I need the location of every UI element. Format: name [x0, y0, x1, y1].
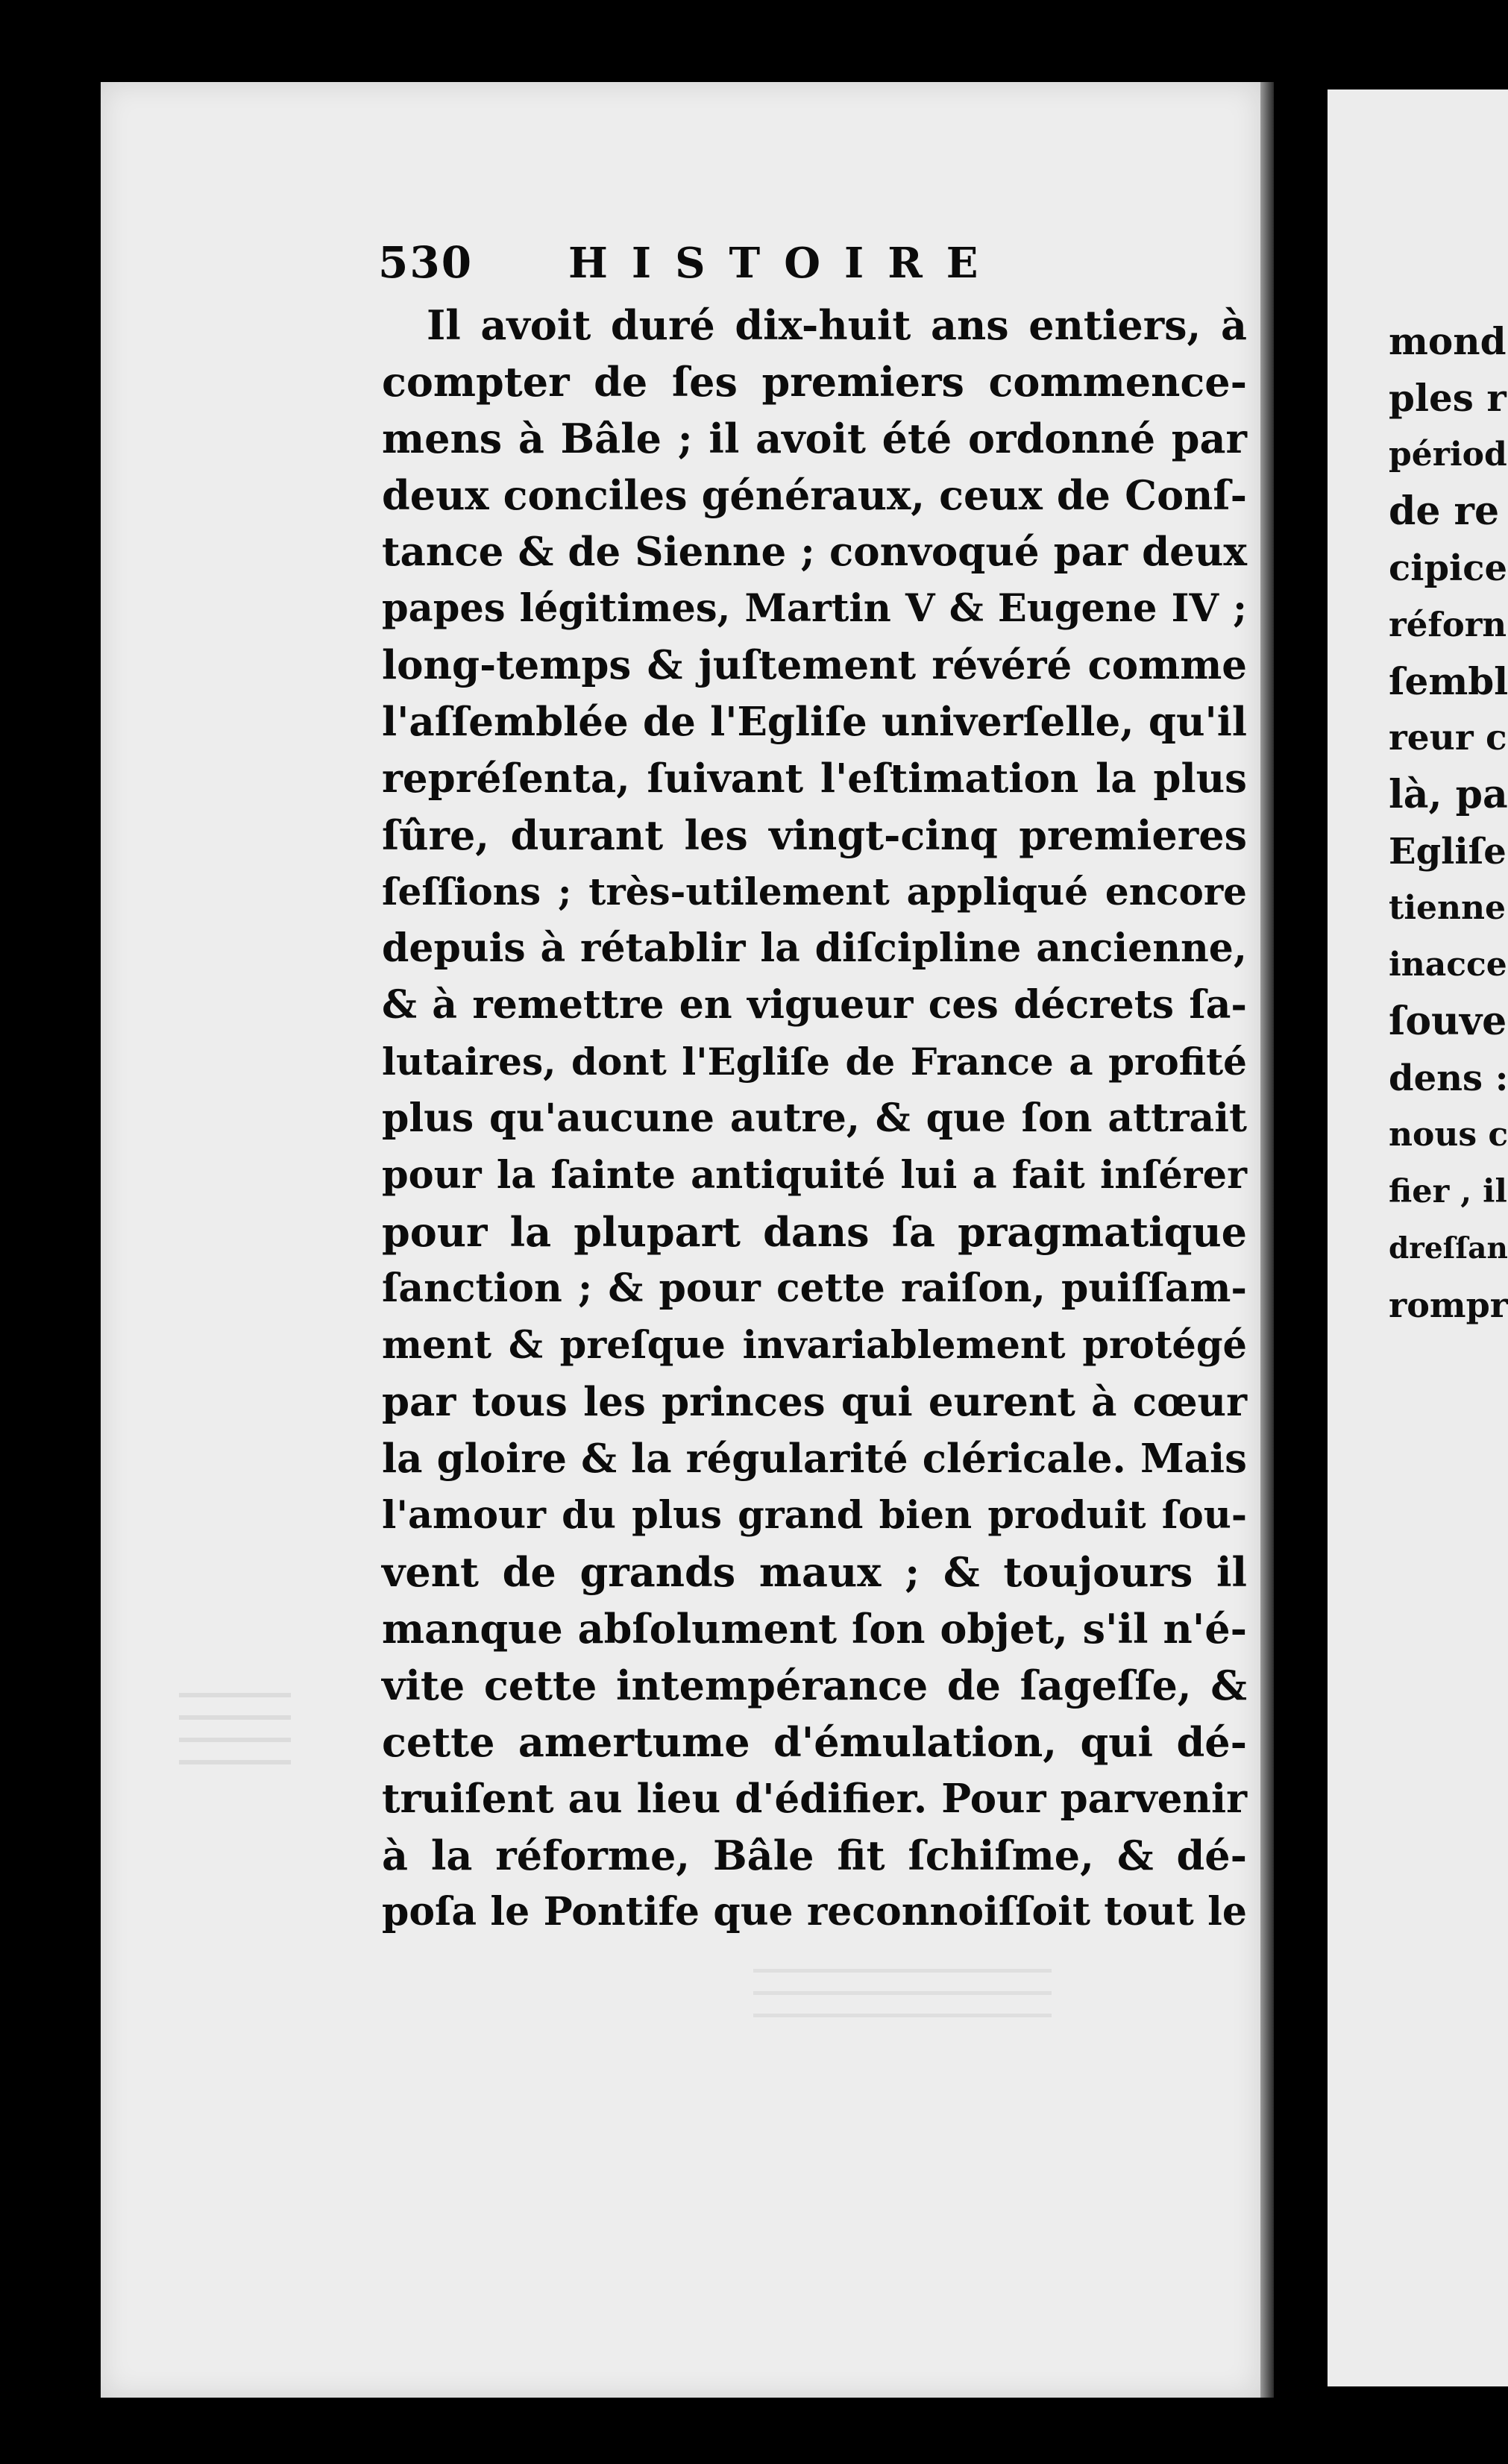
page-edge-shadow — [1260, 82, 1274, 2398]
text-line: Il avoit duré dix-huit ans entiers, à — [427, 301, 1247, 349]
page-header — [378, 237, 1236, 288]
text-line: repréſenta, ſuivant l'eſtimation la plus — [382, 755, 1247, 802]
text-line: pour la plupart dans ſa pragmatique — [382, 1208, 1247, 1256]
text-line: ment & preſque invariablement protégé — [382, 1323, 1247, 1368]
text-line: papes légitimes, Martin V & Eugene IV ; — [382, 586, 1247, 631]
text-line: par tous les princes qui eurent à cœur — [382, 1379, 1247, 1425]
text-line: vite cette intempérance de ſageſſe, & — [382, 1662, 1247, 1709]
text-line: poſa le Pontife que reconnoiſſoit tout le — [382, 1889, 1247, 1935]
adjacent-text-line: reur c — [1389, 717, 1507, 758]
adjacent-text-line: dens : — [1389, 1057, 1508, 1099]
text-line: compter de ſes premiers commence- — [382, 358, 1247, 406]
adjacent-text-line: dreſſan — [1389, 1231, 1508, 1266]
text-line: tance & de Sienne ; convoqué par deux — [382, 529, 1247, 575]
text-line: la gloire & la régularité cléricale. Mais — [382, 1436, 1247, 1482]
text-line: vent de grands maux ; & toujours il — [382, 1548, 1247, 1596]
text-line: cette amertume d'émulation, qui dé- — [382, 1718, 1247, 1766]
running-head: HISTOIRE — [568, 239, 1002, 288]
text-line: truiſent au lieu d'édifier. Pour parvenir — [382, 1776, 1247, 1822]
adjacent-text-line: là, pa — [1389, 772, 1508, 817]
text-line: ſanction ; & pour cette raiſon, puiſſam- — [382, 1266, 1247, 1311]
adjacent-page-text — [1389, 313, 1508, 1333]
adjacent-text-line: mond — [1389, 319, 1507, 363]
adjacent-text-line: réforn — [1389, 605, 1507, 644]
text-line: à la réforme, Bâle fit ſchiſme, & dé- — [382, 1832, 1247, 1879]
adjacent-text-line: Egliſe — [1389, 831, 1507, 873]
adjacent-text-line: ſouve — [1389, 999, 1507, 1044]
adjacent-text-line: nous c — [1389, 1116, 1508, 1154]
bleed-through-mark — [753, 1969, 1052, 2036]
text-line: lutaires, dont l'Egliſe de France a profité — [382, 1040, 1247, 1084]
text-line: ſeſſions ; très-utilement appliqué encore — [382, 870, 1247, 914]
text-line: long-temps & juſtement révéré comme — [382, 642, 1247, 688]
adjacent-text-line: inacce — [1389, 946, 1507, 984]
page-number: 530 — [378, 237, 474, 288]
adjacent-text-line: fier , il — [1389, 1173, 1507, 1210]
text-line: ſûre, durant les vingt-cinq premieres — [382, 811, 1247, 859]
body-text — [382, 297, 1247, 1940]
text-line: l'amour du plus grand bien produit ſou- — [382, 1493, 1247, 1538]
text-line: manque abſolument ſon objet, s'il n'é- — [382, 1605, 1247, 1653]
text-line: depuis à rétablir la diſcipline ancienne, — [382, 925, 1247, 971]
text-line: & à remettre en vigueur ces décrets ſa- — [382, 982, 1247, 1028]
text-line: plus qu'aucune autre, & que ſon attrait — [382, 1096, 1247, 1141]
text-line: l'aſſemblée de l'Egliſe univerſelle, qu'il — [382, 699, 1247, 745]
adjacent-text-line: périod — [1389, 436, 1507, 474]
text-line: deux conciles généraux, ceux de Conſ- — [382, 471, 1247, 519]
bleed-through-mark — [179, 1693, 291, 1782]
text-line: pour la ſainte antiquité lui a fait inſérer — [382, 1153, 1247, 1198]
adjacent-text-line: tienne — [1389, 889, 1507, 927]
adjacent-text-line: ſembl — [1389, 659, 1508, 703]
adjacent-text-line: ples r — [1389, 376, 1507, 420]
adjacent-text-line: cipice — [1389, 547, 1508, 589]
text-line: mens à Bâle ; il avoit été ordonné par — [382, 415, 1247, 462]
adjacent-text-line: rompr — [1389, 1285, 1508, 1325]
adjacent-text-line: de re — [1389, 488, 1500, 534]
